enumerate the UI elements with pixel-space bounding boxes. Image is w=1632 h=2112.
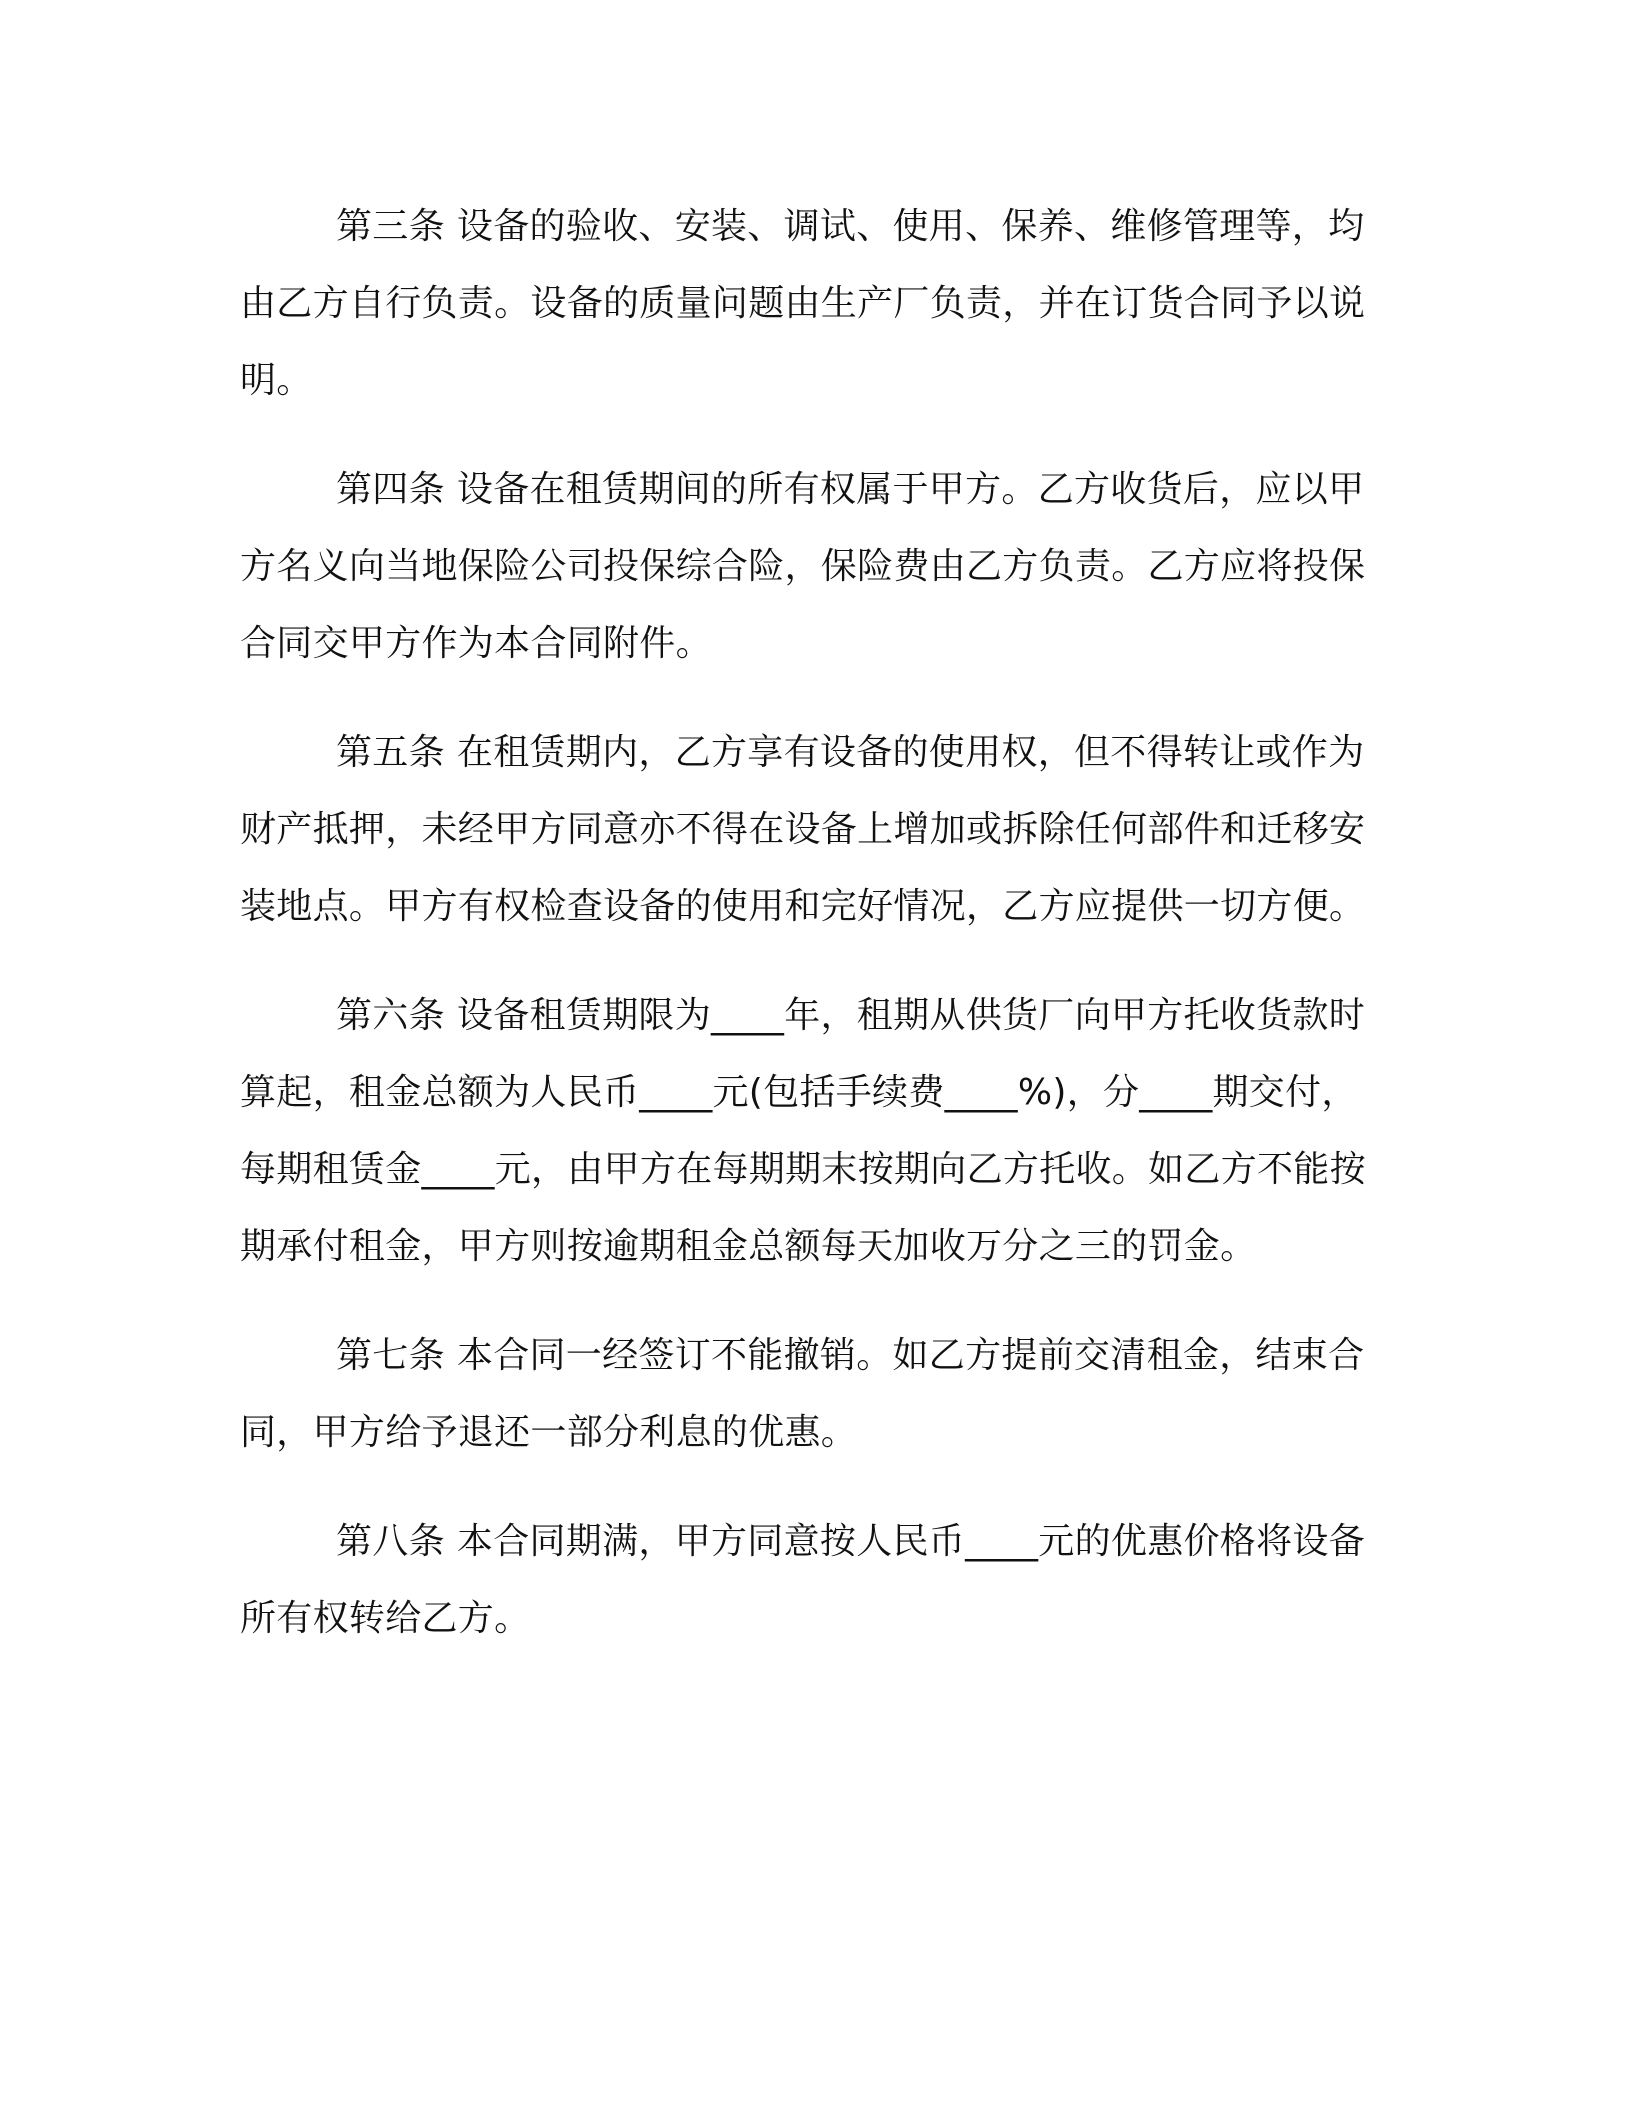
clause-label: 第三条 — [336, 206, 445, 247]
clause-text: 设备租赁期限为____年，租期从供货厂向甲方托收货款时算起，租金总额为人民币____元(包括手续费____%)，分____期交付，每期租赁金____元，由甲方在每期期末按期向乙方托收。如乙方不能按期承付租金，甲方则按逾期租金总额每天加收万分之三的罚金。 — [240, 995, 1366, 1267]
clause-text: 本合同一经签订不能撤销。如乙方提前交清租金，结束合同，甲方给予退还一部分利息的优惠。 — [240, 1335, 1365, 1453]
clause-label: 第八条 — [336, 1521, 445, 1562]
clause-7 — [240, 1317, 1390, 1471]
clause-label: 第七条 — [336, 1335, 445, 1376]
clause-text: 在租赁期内，乙方享有设备的使用权，但不得转让或作为财产抵押，未经甲方同意亦不得在设备上增加或拆除任何部件和迁移安装地点。甲方有权检查设备的使用和完好情况，乙方应提供一切方便。 — [240, 732, 1366, 927]
clause-label: 第五条 — [336, 732, 445, 773]
clause-8 — [240, 1503, 1390, 1657]
clause-text: 本合同期满，甲方同意按人民币____元的优惠价格将设备所有权转给乙方。 — [240, 1521, 1366, 1639]
clause-text: 设备的验收、安装、调试、使用、保养、维修管理等，均由乙方自行负责。设备的质量问题由生产厂负责，并在订货合同予以说明。 — [240, 206, 1366, 401]
clause-5 — [240, 714, 1390, 945]
clause-3 — [240, 188, 1390, 419]
clause-6 — [240, 977, 1390, 1285]
clause-label: 第六条 — [336, 995, 445, 1036]
clause-4 — [240, 451, 1390, 682]
clause-label: 第四条 — [336, 469, 445, 510]
document-body — [240, 188, 1390, 1689]
clause-text: 设备在租赁期间的所有权属于甲方。乙方收货后，应以甲方名义向当地保险公司投保综合险，保险费由乙方负责。乙方应将投保合同交甲方作为本合同附件。 — [240, 469, 1366, 664]
